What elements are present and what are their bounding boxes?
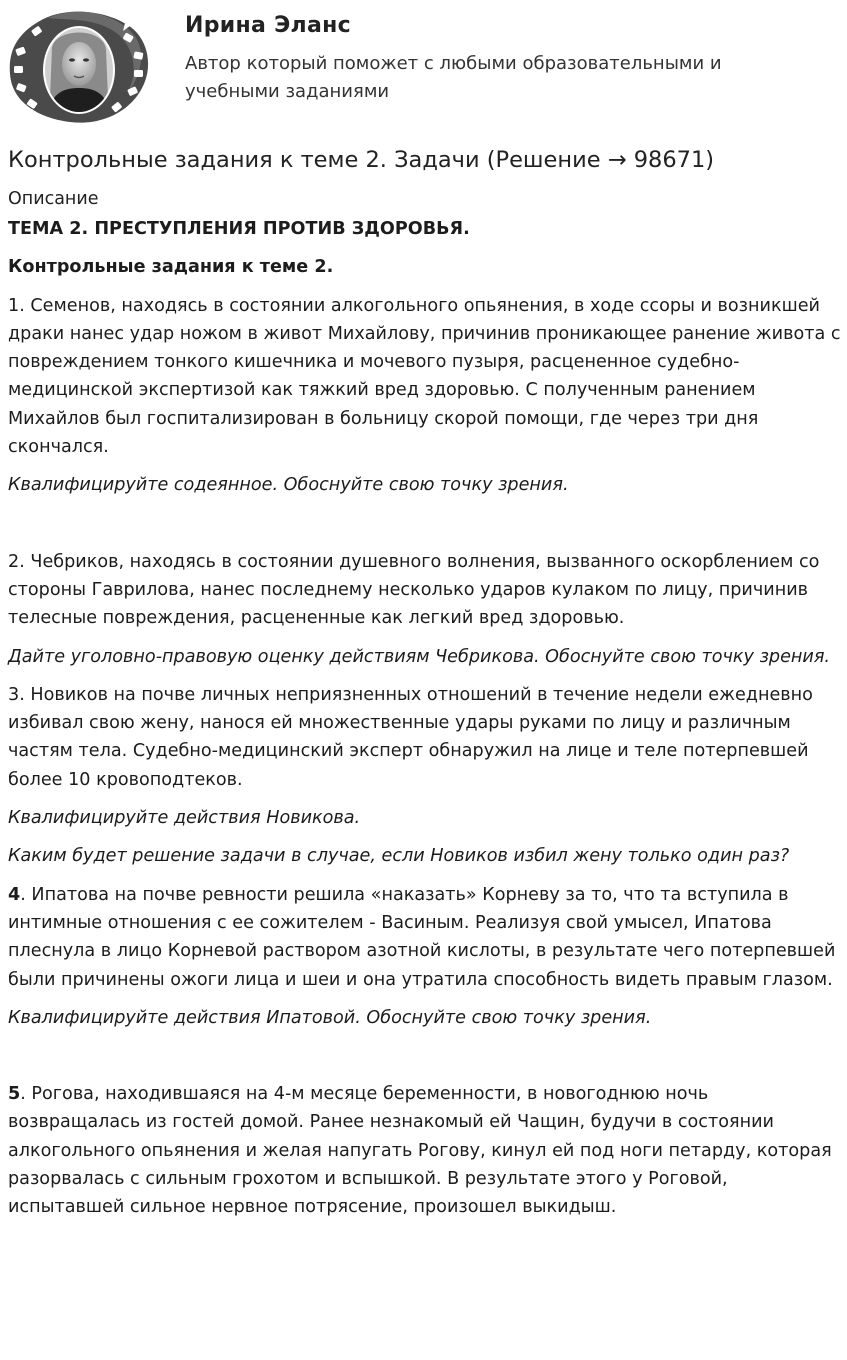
task-2-question: Дайте уголовно-правовую оценку действиям Чебрикова. Обоснуйте свою точку зрения. <box>8 646 831 667</box>
task-3-question-1: Квалифицируйте действия Новикова. <box>8 808 361 829</box>
section-heading: Контрольные задания к теме 2. <box>8 257 334 278</box>
document-content <box>8 215 843 1222</box>
task-2-text: 2. Чебриков, находясь в состоянии душевного волнения, вызванного оскорблением со стороны Гаврилова, нанес последнему несколько ударов кулаком по лицу, причинив телесные повреждения, расцененные как легкий вред здоровью. <box>8 551 820 629</box>
task-3-question-2: Каким будет решение задачи в случае, если Новиков избил жену только один раз? <box>8 846 790 867</box>
task-5-paragraph <box>8 1080 843 1221</box>
film-strip-photo-frame-icon <box>8 8 150 126</box>
task-1-text: 1. Семенов, находясь в состоянии алкогольного опьянения, в ходе ссоры и возникшей драки нанес удар ножом в живот Михайлову, причинив проникающее ранение живота с повреждением тонкого кишечника и мочевого пузыря, расцененное судебно-медицинской экспертизой как тяжкий вред здоровью. С полученным ранением Михайлов был госпитализирован в больницу скорой помощи, где через три дня скончался. <box>8 295 841 458</box>
author-description: Автор который поможет с любыми образовательными и учебными заданиями <box>185 53 722 102</box>
task-4-text: . Ипатова на почве ревности решила «наказать» Корневу за то, что та вступила в интимные отношения с ее сожителем - Васиным. Реализуя свой умысел, Ипатова плеснула в лицо Корневой раствором азотной кислоты, в результате чего потерпевшей были причинены ожоги лица и шеи и она утратила способность видеть правым глазом. <box>8 884 836 990</box>
task-4-paragraph <box>8 881 843 994</box>
task-5-text: . Рогова, находившаяся на 4-м месяце беременности, в новогоднюю ночь возвращалась из гостей домой. Ранее незнакомый ей Чащин, будучи в состоянии алкогольного опьянения и желая напугать Рогову, кинул ей под ноги петарду, которая разорвалась с сильным грохотом и вспышкой. В результате этого у Роговой, испытавшей сильное нервное потрясение, произошел выкидыш. <box>8 1084 832 1218</box>
task-1-question: Квалифицируйте содеянное. Обоснуйте свою точку зрения. <box>8 475 569 496</box>
author-name[interactable]: Ирина Эланс <box>185 13 351 38</box>
task-4-number: 4 <box>8 884 21 905</box>
task-4-question: Квалифицируйте действия Ипатовой. Обоснуйте свою точку зрения. <box>8 1007 652 1028</box>
page-title: Контрольные задания к теме 2. Задачи (Решение → 98671) <box>8 147 715 173</box>
topic-heading: ТЕМА 2. ПРЕСТУПЛЕНИЯ ПРОТИВ ЗДОРОВЬЯ. <box>8 219 470 239</box>
description-label: Описание <box>8 189 99 209</box>
task-3-text: 3. Новиков на почве личных неприязненных отношений в течение недели ежедневно избивал свою жену, нанося ей множественные удары руками по лицу и различным частям тела. Судебно-медицинский эксперт обнаружил на лице и теле потерпевшей более 10 кровоподтеков. <box>8 684 813 790</box>
author-avatar[interactable] <box>8 8 150 126</box>
task-5-number: 5 <box>8 1084 21 1105</box>
author-block <box>0 0 847 130</box>
